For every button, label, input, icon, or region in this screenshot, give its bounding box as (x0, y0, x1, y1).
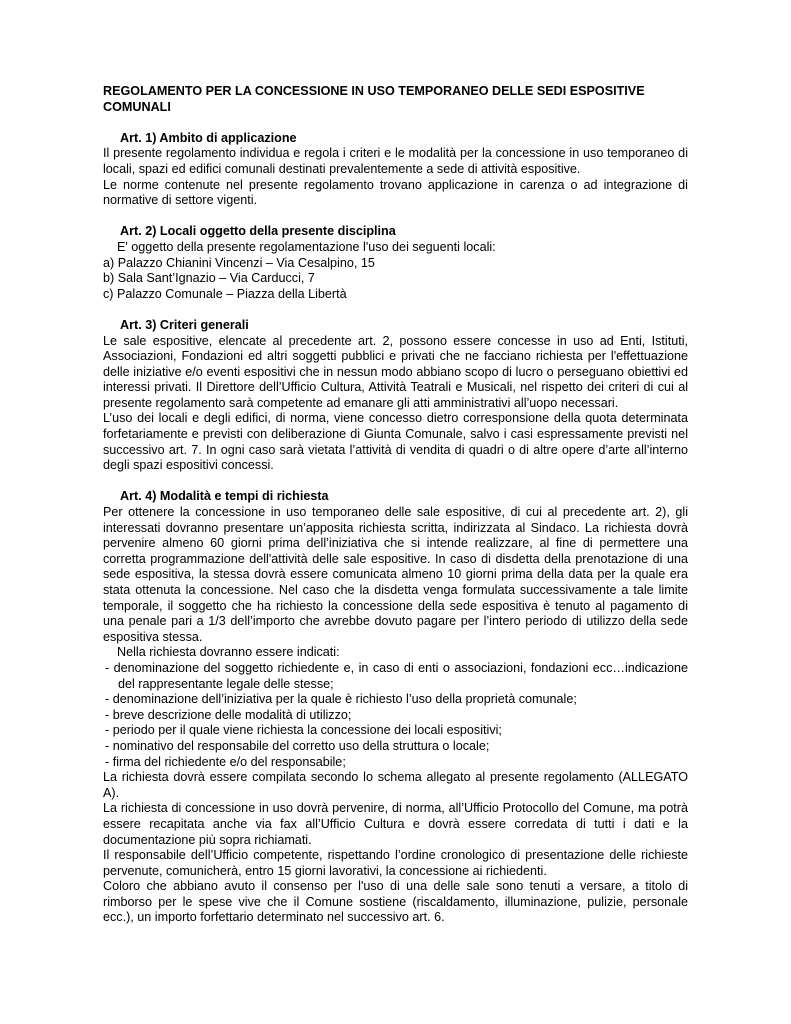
article-2-item-c: c) Palazzo Comunale – Piazza della Libertà (103, 286, 347, 301)
list-item: - denominazione del soggetto richiedente e, in caso di enti o associazioni, fondazioni ecc…indicazione del rappresentante legale delle stesse; (105, 660, 688, 691)
list-item: - firma del richiedente e/o del responsabile; (105, 754, 346, 769)
document-title: REGOLAMENTO PER LA CONCESSIONE IN USO TEMPORANEO DELLE SEDI ESPOSITIVE COMUNALI (103, 84, 645, 114)
list-item: - periodo per il quale viene richiesta la concessione dei locali espositivi; (105, 723, 502, 738)
article-4 (103, 489, 688, 926)
article-1 (103, 131, 688, 209)
article-1-paragraph-1: Il presente regolamento individua e regola i criteri e le modalità per la concessione in uso temporaneo di locali, spazi ed edifici comunali destinati prevalentemente a sede di attività espositive. (103, 146, 688, 176)
article-4-paragraph-3: La richiesta di concessione in uso dovrà pervenire, di norma, all’Ufficio Protocollo del Comune, ma potrà essere recapitata anche via fax all’Ufficio Cultura e dovrà essere corredata di tutti i dati e la documentazione più sopra richiamati. (103, 801, 688, 847)
document-page (103, 84, 688, 942)
article-3-paragraph-1: Le sale espositive, elencate al precedente art. 2, possono essere concesse in uso ad Enti, Istituti, Associazioni, Fondazioni ed altri soggetti pubblici e privati che ne facciano richiesta per l'effettuazione delle iniziative e/o eventi espositivi che in nessun modo abbiano scopo di lucro o perseguano obiettivi ed interessi privati. Il Direttore dell’Ufficio Cultura, Attività Teatrali e Musicali, nel rispetto dei criteri di cui al presente regolamento sarà competente ad emanare gli atti amministrativi all’uopo necessari. (103, 333, 688, 410)
article-2-item-b: b) Sala Sant’Ignazio – Via Carducci, 7 (103, 271, 315, 286)
article-1-paragraph-2: Le norme contenute nel presente regolamento trovano applicazione in carenza o ad integrazione di normative di settore vigenti. (103, 177, 688, 208)
article-3-heading: Art. 3) Criteri generali (120, 317, 249, 332)
article-4-requirements-list (103, 661, 688, 770)
article-1-heading: Art. 1) Ambito di applicazione (120, 130, 297, 145)
article-3-paragraph-2: L’uso dei locali e degli edifici, di norma, viene concesso dietro corresponsione della quota determinata forfetariamente e previsti con deliberazione di Giunta Comunale, salvo i casi espressamente previsti nel successivo art. 7. In ogni caso sarà vietata l’attività di vendita di quadri o di altre opere d’arte all’interno degli spazi espositivi concessi. (103, 411, 688, 473)
article-4-list-intro: Nella richiesta dovranno essere indicati: (117, 645, 340, 660)
article-2 (103, 224, 688, 302)
list-item: - denominazione dell’iniziativa per la quale è richiesto l’uso della proprietà comunale; (105, 692, 577, 707)
article-2-intro: E' oggetto della presente regolamentazione l'uso dei seguenti locali: (117, 239, 496, 254)
list-item: - breve descrizione delle modalità di utilizzo; (105, 707, 352, 722)
article-4-paragraph-2: La richiesta dovrà essere compilata secondo lo schema allegato al presente regolamento (ALLEGATO A). (103, 770, 688, 800)
article-2-item-a: a) Palazzo Chianini Vincenzi – Via Cesalpino, 15 (103, 255, 375, 270)
list-item: - nominativo del responsabile del corretto uso della struttura o locale; (105, 738, 490, 753)
article-3 (103, 318, 688, 474)
article-4-heading: Art. 4) Modalità e tempi di richiesta (120, 489, 329, 504)
article-4-paragraph-5: Coloro che abbiano avuto il consenso per l'uso di una delle sale sono tenuti a versare, a titolo di rimborso per le spese vive che il Comune sostiene (riscaldamento, illuminazione, pulizie, personale ecc.), un importo forfettario determinato nel successivo art. 6. (103, 879, 688, 925)
article-4-paragraph-1: Per ottenere la concessione in uso temporaneo delle sale espositive, di cui al precedente art. 2), gli interessati dovranno presentare un’apposita richiesta scritta, indirizzata al Sindaco. La richiesta dovrà pervenire almeno 60 giorni prima dell’iniziativa che si intende realizzare, al fine di permettere una corretta programmazione dell'attività delle sale espositive. In caso di disdetta della prenotazione di una sede espositiva, la stessa dovrà essere comunicata almeno 10 giorni prima della data per la quale era stata ottenuta la concessione. Nel caso che la disdetta venga formulata successivamente a tale limite temporale, il soggetto che ha richiesto la concessione della sede espositiva è tenuto al pagamento di una penale pari a 1/3 dell’importo che avrebbe dovuto pagare per l’intero periodo di utilizzo della sede espositiva stessa. (103, 505, 688, 644)
article-2-heading: Art. 2) Locali oggetto della presente disciplina (120, 224, 396, 239)
article-4-paragraph-4: Il responsabile dell’Ufficio competente, rispettando l’ordine cronologico di presentazione delle richieste pervenute, comunicherà, entro 15 giorni lavorativi, la concessione ai richiedenti. (103, 848, 688, 878)
